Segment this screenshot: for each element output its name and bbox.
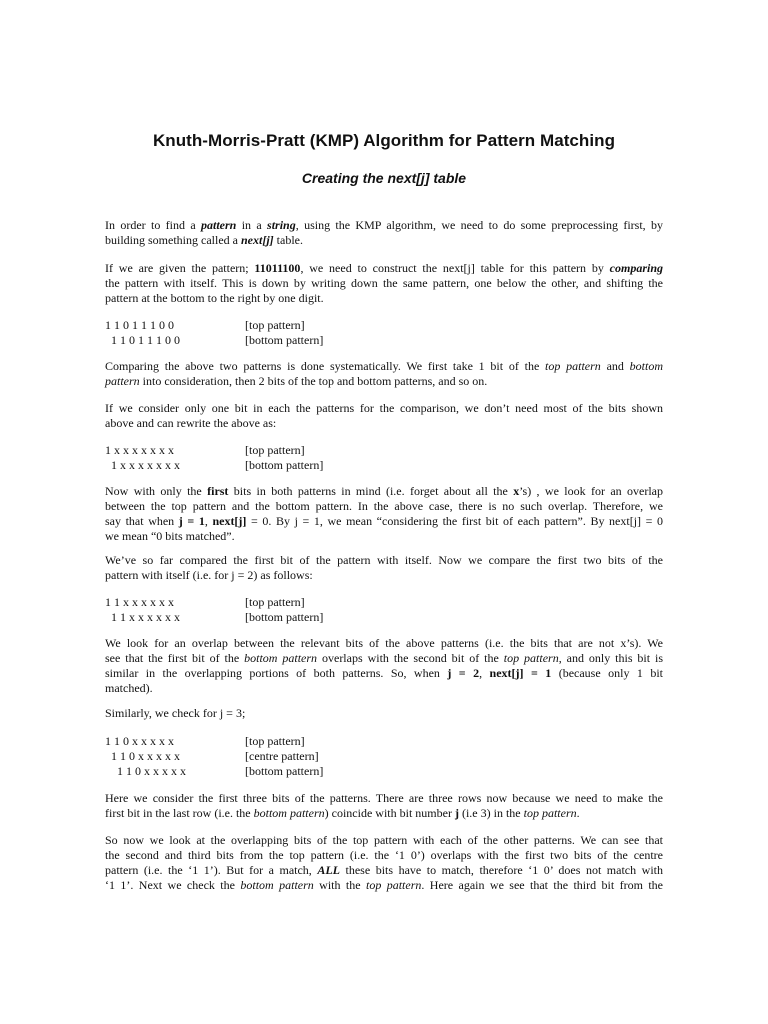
pattern-example-2 xyxy=(105,443,663,473)
paragraph-first-bits: Now with only the first bits in both patterns in mind (i.e. forget about all the x’s) , we look for an overlap between the top pattern and the bottom pattern. In the above case, there is no such overlap. Therefore, we say that when j = 1, next[j] = 0. By j = 1, we mean “considering the first bit of each pattern”. By next[j] = 0 we mean “0 bits matched”. xyxy=(105,484,664,543)
paragraph-comparing: Comparing the above two patterns is done systematically. We first take 1 bit of the top pattern and bottom pattern into consideration, then 2 bits of the top and bottom patterns, and so on. xyxy=(105,359,664,388)
paragraph-overlap: We look for an overlap between the relevant bits of the above patterns (i.e. the bits that are not x’s). We see that the first bit of the bottom pattern overlaps with the second bit of the top pattern, and only this bit is similar in the overlapping portions of both patterns. So, when j = 2, next[j] = 1 (because only 1 bit matched). xyxy=(105,636,664,695)
pattern-row: 1 1 x x x x x x [top pattern] xyxy=(105,595,305,609)
pattern-row: 1 1 0 x x x x x [bottom pattern] xyxy=(105,764,324,778)
pattern-example-4 xyxy=(105,734,663,779)
pattern-row: 1 1 0 x x x x x [top pattern] xyxy=(105,734,305,748)
paragraph-overlapping-bits: So now we look at the overlapping bits of the top pattern with each of the other patterns. We can see that the second and third bits from the top pattern (i.e. the ‘1 0’) overlaps with the first two bits of the centre pattern (i.e. the ‘1 1’). But for a match, ALL these bits have to match, therefore ‘1 0’ does not match with ‘1 1’. Next we check the bottom pattern with the top pattern. Here again we see that the third bit from the xyxy=(105,833,664,892)
paragraph-three-bits: Here we consider the first three bits of the patterns. There are three rows now because we need to make the first bit in the last row (i.e. the bottom pattern) coincide with bit number j (i.e 3) in the top pattern. xyxy=(105,791,663,820)
paragraph-given-pattern: If we are given the pattern; 11011100, we need to construct the next[j] table for this pattern by comparing the pattern with itself. This is down by writing down the same pattern, one below the other, and shifting the pattern at the bottom to the right by one digit. xyxy=(105,261,663,305)
paragraph-one-bit: If we consider only one bit in each the patterns for the comparison, we don’t need most of the bits shown above and can rewrite the above as: xyxy=(105,401,663,430)
pattern-row: 1 1 0 1 1 1 0 0 [top pattern] xyxy=(105,318,305,332)
page-title: Knuth-Morris-Pratt (KMP) Algorithm for Pattern Matching xyxy=(152,131,616,150)
page-subtitle: Creating the next[j] table xyxy=(301,170,467,186)
pattern-row: 1 1 0 x x x x x [centre pattern] xyxy=(105,749,319,763)
pattern-row: 1 x x x x x x x [top pattern] xyxy=(105,443,305,457)
pattern-row: 1 1 0 1 1 1 0 0 [bottom pattern] xyxy=(105,333,324,347)
pattern-example-1 xyxy=(105,318,663,348)
pattern-row: 1 x x x x x x x [bottom pattern] xyxy=(105,458,324,472)
pattern-row: 1 1 x x x x x x [bottom pattern] xyxy=(105,610,324,624)
paragraph-similarly: Similarly, we check for j = 3; xyxy=(105,706,246,720)
pattern-example-3 xyxy=(105,595,663,625)
paragraph-intro: In order to find a pattern in a string, using the KMP algorithm, we need to do some preprocessing first, by building something called a next[j] table. xyxy=(105,218,663,247)
paragraph-two-bits: We’ve so far compared the first bit of the pattern with itself. Now we compare the first two bits of the pattern with itself (i.e. for j = 2) as follows: xyxy=(105,553,663,582)
